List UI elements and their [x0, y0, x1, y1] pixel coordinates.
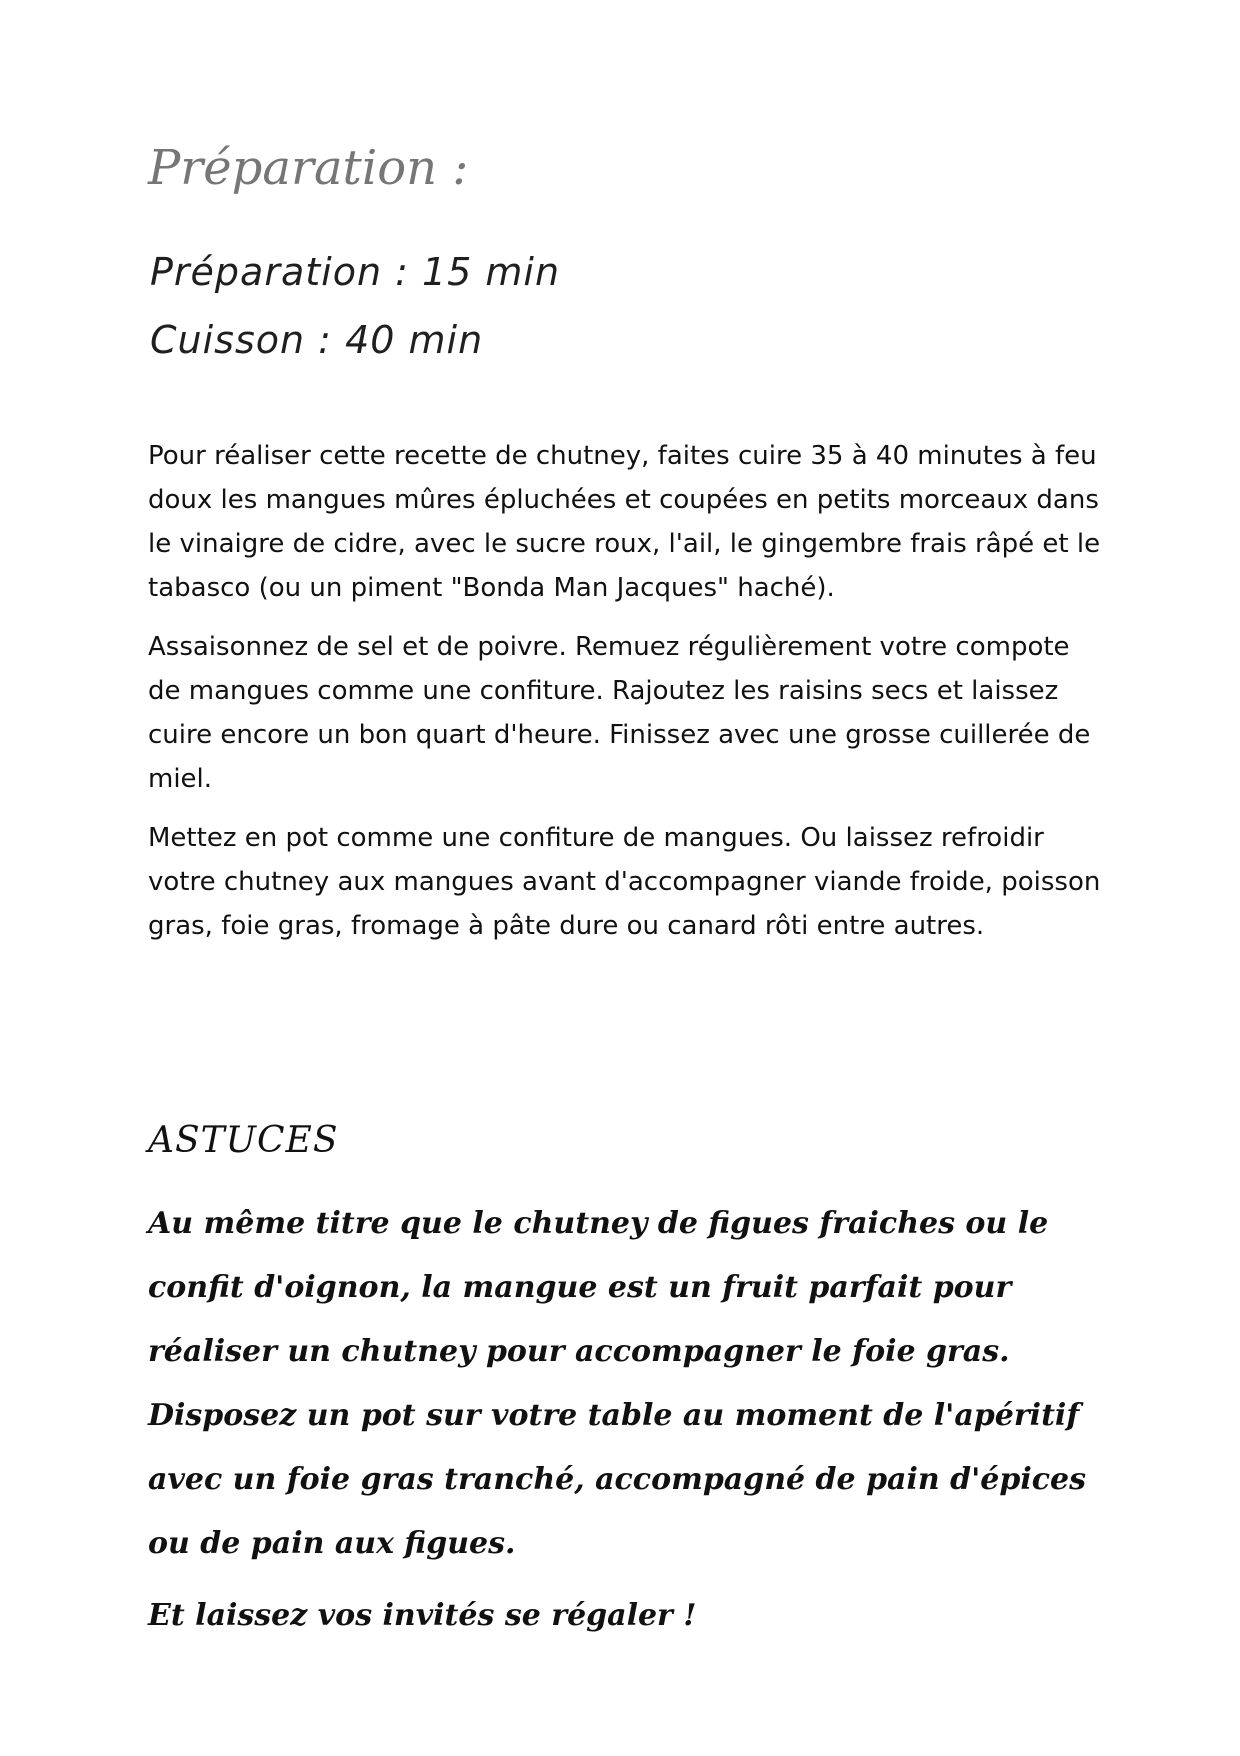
instruction-paragraph: Mettez en pot comme une confiture de mangues. Ou laissez refroidir votre chutney aux mangues avant d'accompagner viande froide, poisson gras, foie gras, fromage à pâte dure ou canard rôti entre autres.: [148, 823, 1101, 941]
tips-text: [148, 1192, 1108, 1656]
preparation-time: Préparation : 15 min: [150, 250, 561, 294]
instruction-paragraph: Pour réaliser cette recette de chutney, faites cuire 35 à 40 minutes à feu doux les mangues mûres épluchées et coupées en petits morceaux dans le vinaigre de cidre, avec le sucre roux, l'ail, le gingembre frais râpé et le tabasco (ou un piment "Bonda Man Jacques" haché).: [148, 441, 1101, 603]
cooking-time: Cuisson : 40 min: [150, 318, 484, 362]
tips-heading: ASTUCES: [148, 1120, 339, 1161]
time-info: [150, 238, 560, 374]
tips-paragraph: Et laissez vos invités se régaler !: [148, 1598, 697, 1633]
section-title: Préparation :: [148, 140, 469, 196]
instruction-paragraph: Assaisonnez de sel et de poivre. Remuez régulièrement votre compote de mangues comme une confiture. Rajoutez les raisins secs et laissez cuire encore un bon quart d'heure. Finissez avec une grosse cuillerée de miel.: [148, 632, 1091, 794]
tips-paragraph: Au même titre que le chutney de figues fraiches ou le confit d'oignon, la mangue est un fruit parfait pour réaliser un chutney pour accompagner le foie gras. Disposez un pot sur votre table au moment de l'apéritif avec un foie gras tranché, accompagné de pain d'épices ou de pain aux figues.: [148, 1206, 1086, 1561]
instructions: [148, 434, 1108, 963]
